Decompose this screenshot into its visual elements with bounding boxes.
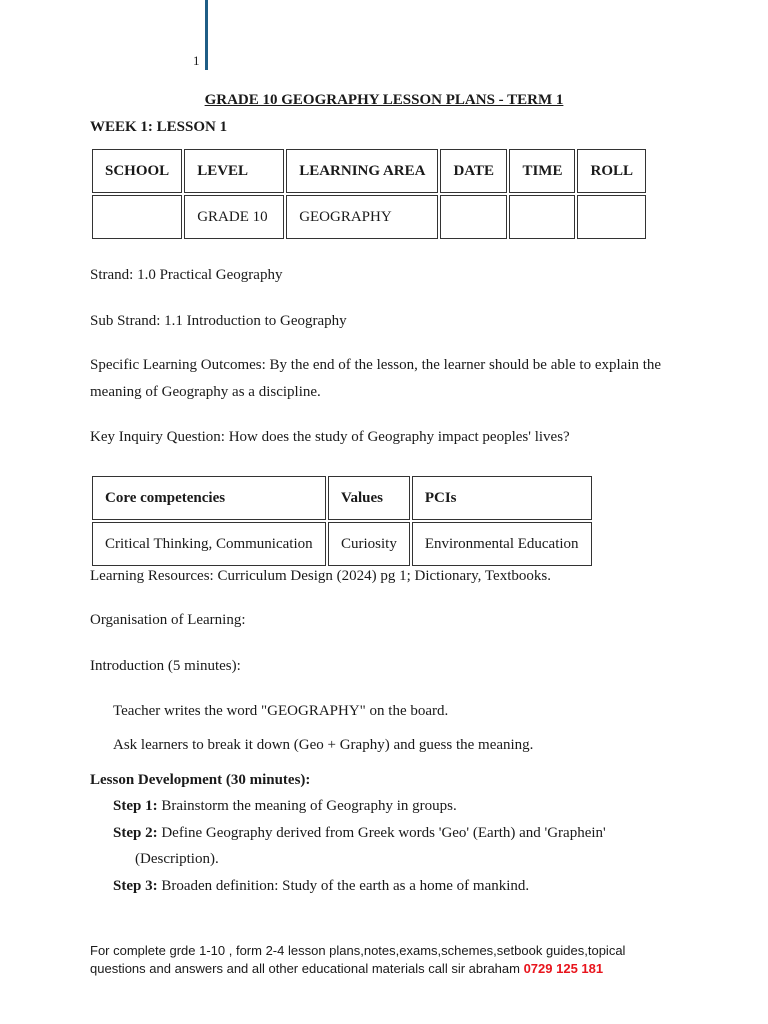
step-item [113, 798, 457, 815]
header-pcis: PCIs [412, 476, 592, 520]
step-continuation: (Description). [135, 851, 219, 867]
cell-core-competencies: Critical Thinking, Communication [92, 522, 326, 566]
sub-strand-text: Sub Strand: 1.1 Introduction to Geography [90, 313, 347, 329]
competencies-header-row [92, 476, 592, 520]
header-core-competencies: Core competencies [92, 476, 326, 520]
organisation-text: Organisation of Learning: [90, 612, 246, 628]
cell-level: GRADE 10 [184, 195, 284, 239]
step-text: Define Geography derived from Greek words 'Geo' (Earth) and 'Graphein' [157, 825, 606, 841]
header-school: SCHOOL [92, 149, 182, 193]
cell-pcis: Environmental Education [412, 522, 592, 566]
header-date: DATE [440, 149, 507, 193]
lesson-info-data-row [92, 195, 646, 239]
footer-line1: For complete grde 1-10 , form 2-4 lesson plans,notes,exams,schemes,setbook guides,topical [90, 943, 626, 958]
lesson-info-table [90, 147, 648, 241]
header-level: LEVEL [184, 149, 284, 193]
step-label: Step 1: [113, 798, 158, 814]
cell-learning-area: GEOGRAPHY [286, 195, 438, 239]
header-rule [205, 0, 208, 70]
intro-item: Teacher writes the word "GEOGRAPHY" on the board. [113, 703, 449, 719]
competencies-table [90, 474, 594, 568]
step-text: Brainstorm the meaning of Geography in groups. [157, 798, 457, 814]
step-item [113, 878, 529, 895]
cell-roll [577, 195, 646, 239]
key-inquiry-text: Key Inquiry Question: How does the study of Geography impact peoples' lives? [90, 429, 570, 445]
footer-line2: questions and answers and all other educational materials call sir abraham [90, 961, 524, 976]
footer-line2-wrap [90, 960, 690, 978]
header-learning-area: LEARNING AREA [286, 149, 438, 193]
lesson-info-header-row [92, 149, 646, 193]
header-roll: ROLL [577, 149, 646, 193]
week-lesson-heading: WEEK 1: LESSON 1 [90, 119, 228, 135]
cell-time [509, 195, 575, 239]
header-values: Values [328, 476, 410, 520]
footer-phone: 0729 125 181 [523, 961, 604, 976]
page-number: 1 [193, 53, 200, 68]
step-text: Broaden definition: Study of the earth as a home of mankind. [157, 878, 530, 894]
cell-school [92, 195, 182, 239]
step-label: Step 2: [113, 825, 158, 841]
competencies-data-row [92, 522, 592, 566]
lesson-development-heading: Lesson Development (30 minutes): [90, 772, 311, 788]
cell-date [440, 195, 507, 239]
header-time: TIME [509, 149, 575, 193]
learning-resources-text: Learning Resources: Curriculum Design (2024) pg 1; Dictionary, Textbooks. [90, 568, 551, 584]
document-title: GRADE 10 GEOGRAPHY LESSON PLANS - TERM 1 [204, 92, 564, 108]
slo-text-line1: Specific Learning Outcomes: By the end of the lesson, the learner should be able to explain the [90, 357, 662, 373]
footer-promo [90, 942, 690, 978]
step-label: Step 3: [113, 878, 158, 894]
step-item [113, 825, 606, 842]
intro-item: Ask learners to break it down (Geo + Graphy) and guess the meaning. [113, 737, 534, 753]
introduction-heading: Introduction (5 minutes): [90, 658, 241, 674]
cell-values: Curiosity [328, 522, 410, 566]
strand-text: Strand: 1.0 Practical Geography [90, 267, 283, 283]
slo-text-line2: meaning of Geography as a discipline. [90, 384, 321, 400]
